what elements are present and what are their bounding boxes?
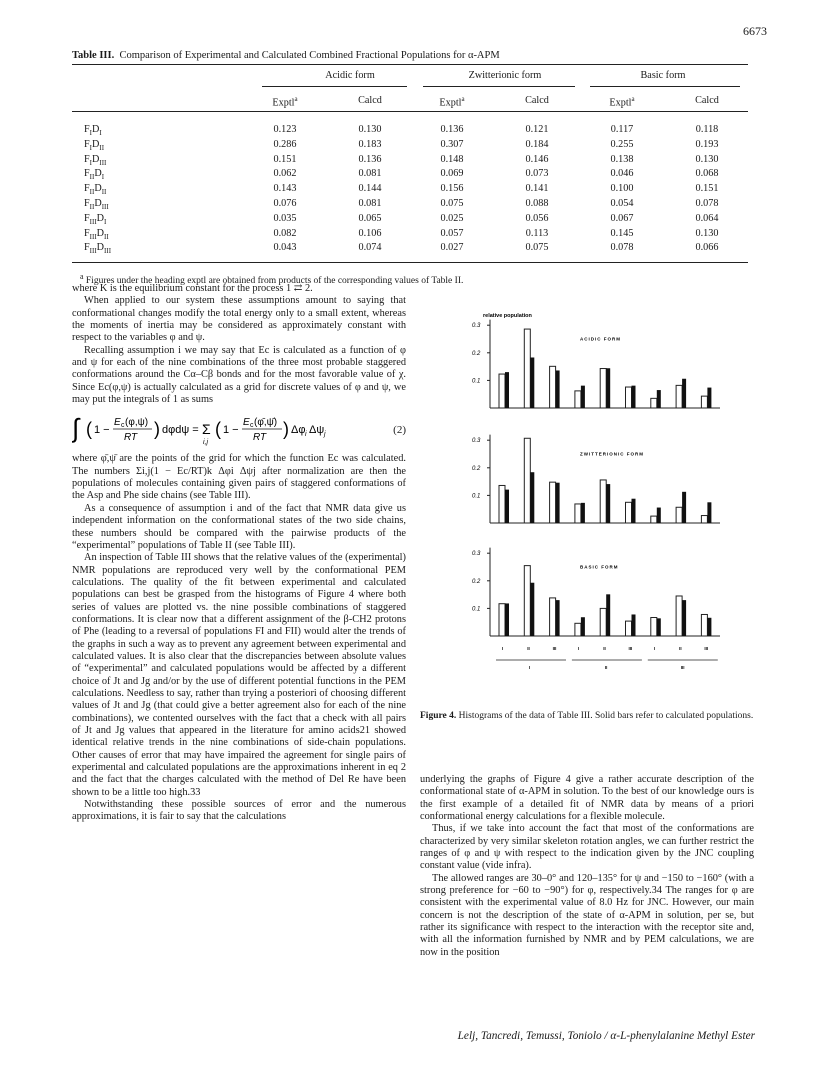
paragraph: underlying the graphs of Figure 4 give a rather accurate description of the conformational state of α-APM in solution. To the best of our knowledge ours is the first example of a detailed fit of NMR data by means of a priori conformational energy calculations for a flexible molecule. — [420, 774, 754, 823]
table-cell: 0.064 — [695, 212, 719, 224]
bar-calcd — [657, 508, 661, 523]
bar-exptl — [499, 485, 505, 523]
table-cell: 0.130 — [358, 124, 382, 135]
table-cell: 0.130 — [695, 227, 719, 239]
group-basic: Basic form — [640, 70, 686, 81]
bar-calcd — [581, 617, 585, 636]
table-cell: 0.027 — [440, 242, 464, 254]
bar-calcd — [682, 600, 686, 636]
table-cell: 0.184 — [525, 138, 549, 150]
group-rule-zwitterionic — [423, 86, 575, 87]
x-tick-label: II — [527, 646, 530, 651]
table-cell: 0.106 — [358, 227, 382, 239]
table-cell: 0.138 — [610, 153, 634, 165]
table-cell: 0.307 — [440, 138, 464, 150]
table-cell: 0.100 — [610, 183, 634, 195]
y-tick-label: 0.2 — [472, 350, 481, 357]
table-cell: 0.141 — [525, 183, 549, 195]
table-cell: 0.067 — [610, 212, 634, 224]
bar-exptl — [575, 504, 581, 523]
bar-exptl — [676, 385, 682, 408]
paragraph: When applied to our system these assumptions amount to saying that conformational changes modify the total energy only to a small extent, whereas the moments of inertia may be considered as approximately constant with respect to the variables φ and ψ. — [72, 295, 406, 344]
table-cell: 0.046 — [610, 168, 634, 180]
subhead-exptl: Exptl$^a$ — [609, 95, 635, 109]
svg-text:∫: ∫ — [72, 413, 80, 444]
table-label: Table III. — [72, 50, 115, 61]
group-label: III — [680, 665, 685, 670]
table-cell: 0.069 — [440, 168, 464, 180]
table-cell: 0.151 — [695, 183, 719, 195]
table-cell: 0.123 — [273, 124, 297, 135]
paragraph: where φ̄,ψ̄ are the points of the grid for which the function Ec was calculated. The numbers Σi,j(1 − Ec/RT)k Δφi Δψj after normalization are then the populations of molecules containing given pairs of staggered conformations of the Asp and Phe side chains (see Table III). — [72, 453, 406, 502]
table-cell: 0.113 — [525, 227, 549, 239]
table-cell: 0.144 — [358, 183, 382, 195]
y-tick-label: 0.1 — [472, 493, 481, 500]
table-cell: 0.148 — [440, 153, 464, 165]
table-cell: 0.151 — [273, 153, 297, 165]
bar-exptl — [575, 623, 581, 636]
bar-calcd — [632, 499, 636, 523]
table-cell: 0.025 — [440, 212, 464, 224]
bar-exptl — [651, 516, 657, 523]
svg-text:(φ,ψ): (φ,ψ) — [125, 417, 149, 429]
table-cell: 0.056 — [525, 212, 549, 224]
group-label: I — [529, 665, 531, 670]
x-tick-label: I — [577, 646, 580, 651]
subhead-calcd: Calcd — [695, 95, 719, 106]
svg-text:Δψ: Δψ — [309, 424, 325, 437]
table-cell: 0.075 — [440, 198, 464, 209]
subhead-exptl: Exptl$^a$ — [439, 95, 465, 109]
bar-exptl — [626, 387, 632, 408]
panel-label: ZWITTERIONIC FORM — [580, 451, 644, 457]
bar-exptl — [676, 596, 682, 636]
row-label: $F_{III}D_{III}$ — [84, 242, 112, 256]
panel-label: BASIC FORM — [580, 564, 619, 570]
row-label: $F_{II}D_{II}$ — [84, 183, 107, 197]
bar-calcd — [657, 618, 661, 636]
y-tick-label: 0.3 — [472, 323, 481, 330]
svg-text:E: E — [114, 417, 121, 429]
bar-calcd — [530, 472, 534, 523]
row-label: $F_{II}D_I$ — [84, 168, 105, 182]
row-label: $F_ID_{III}$ — [84, 153, 107, 167]
table-cell: 0.081 — [358, 198, 382, 209]
bar-calcd — [682, 492, 686, 523]
svg-text:1 −: 1 − — [223, 424, 239, 437]
equation-number: (2) — [393, 424, 406, 437]
y-tick-label: 0.1 — [472, 606, 481, 613]
x-tick-label: I — [653, 646, 656, 651]
bar-exptl — [600, 608, 606, 636]
bar-exptl — [626, 621, 632, 636]
footnote-text: Figures under the heading exptl are obtained from products of the corresponding values of Table II. — [85, 276, 464, 287]
bar-calcd — [581, 503, 585, 523]
bar-calcd — [606, 368, 610, 408]
bar-exptl — [524, 566, 530, 636]
bar-calcd — [505, 372, 509, 408]
svg-text:Σ: Σ — [202, 421, 211, 438]
bar-exptl — [550, 598, 556, 636]
footnote-marker: a — [80, 272, 84, 281]
bar-exptl — [600, 480, 606, 523]
x-tick-label: II — [679, 646, 682, 651]
subhead-exptl: Exptl$^a$ — [272, 95, 298, 109]
table-cell: 0.088 — [525, 198, 549, 209]
bar-calcd — [556, 600, 560, 636]
x-tick-label: II — [603, 646, 606, 651]
table-cell: 0.068 — [695, 168, 719, 180]
paragraph: Thus, if we take into account the fact that most of the conformations are characterized by very similar skeleton rotation angles, we can further restrict the ranges of φ and ψ with respect to the indication given by the JNC coupling constant value (vide infra). — [420, 823, 754, 872]
page-number: 6673 — [743, 24, 767, 38]
table-cell: 0.074 — [358, 242, 382, 254]
table-cell: 0.136 — [358, 153, 382, 165]
bar-exptl — [651, 618, 657, 636]
table-cell: 0.193 — [695, 138, 719, 150]
svg-text:dφdψ =: dφdψ = — [162, 424, 199, 437]
table-cell: 0.078 — [695, 198, 719, 209]
paragraph: Recalling assumption i we may say that Ec is calculated as a function of φ and ψ for each of the nine combinations of the three most probable staggered conformations around the Cα–Cβ bonds and for the most favorable value of χ. Since Ec(φ,ψ) is actually calculated as a grid for discrete values of φ and ψ, we may put the integrals of 1 as sums — [72, 344, 406, 406]
svg-text:RT: RT — [124, 432, 138, 444]
table-cell: 0.054 — [610, 198, 634, 209]
paragraph: As a consequence of assumption i and of the fact that NMR data give us independent information on the conformational states of the two side chains, these numbers should be compared with the pairwise products of the “experimental” populations of Table II (see Table III). — [72, 502, 406, 551]
y-tick-label: 0.2 — [472, 578, 481, 585]
y-tick-label: 0.3 — [472, 551, 481, 558]
y-tick-label: 0.2 — [472, 465, 481, 472]
subhead-calcd: Calcd — [525, 95, 549, 106]
row-label: $F_{III}D_I$ — [84, 212, 107, 226]
subhead-calcd: Calcd — [358, 95, 382, 106]
group-label: II — [604, 665, 608, 670]
bar-exptl — [701, 516, 707, 523]
table-cell: 0.286 — [273, 138, 297, 150]
figure-caption — [420, 711, 754, 723]
bar-exptl — [626, 502, 632, 523]
bar-exptl — [550, 366, 556, 408]
table-cell: 0.066 — [695, 242, 719, 254]
bar-exptl — [651, 398, 657, 408]
left-column — [72, 283, 406, 824]
paragraph: where K is the equilibrium constant for the process 1 ⇄ 2. — [72, 283, 313, 294]
bar-calcd — [632, 386, 636, 408]
svg-text:(φ̄,ψ̄): (φ̄,ψ̄) — [254, 417, 278, 429]
table-cell: 0.075 — [525, 242, 549, 254]
table-cell: 0.136 — [440, 124, 464, 135]
figure-caption-text: Histograms of the data of Table III. Solid bars refer to calculated populations. — [458, 711, 754, 721]
table-cell: 0.117 — [610, 124, 634, 135]
svg-text:c: c — [121, 422, 125, 430]
bar-exptl — [524, 438, 530, 523]
y-axis-title: relative population — [483, 313, 532, 319]
table-cell: 0.121 — [525, 124, 549, 135]
equation-2 — [72, 413, 406, 447]
table-cell: 0.078 — [610, 242, 634, 254]
bar-calcd — [530, 357, 534, 408]
table-cell: 0.145 — [610, 227, 634, 239]
table-cell: 0.183 — [358, 138, 382, 150]
table-cell: 0.130 — [695, 153, 719, 165]
svg-text:i,j: i,j — [203, 439, 209, 447]
bar-exptl — [600, 369, 606, 408]
equation-graphic — [72, 413, 352, 447]
table-cell: 0.057 — [440, 227, 464, 239]
table-cell: 0.043 — [273, 242, 297, 254]
x-tick-label: I — [502, 646, 504, 651]
group-zwitterionic: Zwitterionic form — [468, 70, 542, 81]
paragraph: An inspection of Table III shows that the relative values of the (experimental) NMR populations are reproduced very well by the conformational PEM calculations. The quality of the fit between experimental and calculated populations can best be grasped from the histograms of Figure 4 where both series of values are plotted vs. the nine possible combinations of staggered conformations. It is clear now that a different assignment of the β-CH2 protons of Phe (leading to a reversal of populations FI and FII) would alter the trends of the graphs in such a way as to prevent any agreement between experimental and calculated values. It is also clear that the discrepancies between absolute values of “experimental” and calculated populations would be affected by a different choice of Jt and Jg and/or by the use of different potential functions in the PEM calculations. Needless to say, rather than trying a posteriori of choosing different values of Jt and Jg (that could give a better agreement also for each of the nine combinations), we contented ourselves with the fact that a check with all pairs of Jt and Jg values that appeared in the literature for amino acids21 showed identical relative trends in the nine combinations of side-chain populations. Other causes of error that may have impaired the agreement for single pairs of experimental and calculated populations are the approximations inherent in eq 2 and the fact that the charges calculated with the method of Del Re have been shown to be a little too high.33 — [72, 552, 406, 798]
table-cell: 0.065 — [358, 212, 382, 224]
paragraph: The allowed ranges are 30–0° and 120–135° for ψ and −150 to −160° (with a strong preference for −60 to −90°) for φ, respectively.34 The ranges for φ are consistent with the experimental value of 8.0 Hz for JNC. However, our main concern is not the description of the state of α-APM in solution, per se, but rather its significance with respect to the interaction with the receptor site and, with all the information furnished by NMR and by PEM calculations, we are now in the position — [420, 872, 754, 958]
bar-calcd — [556, 370, 560, 408]
figure-caption-label: Figure 4. — [420, 711, 457, 721]
bar-calcd — [707, 618, 711, 636]
table-cell: 0.118 — [695, 124, 719, 135]
table-caption — [72, 50, 500, 61]
svg-text:): ) — [154, 419, 160, 440]
row-label: $F_ID_I$ — [84, 124, 102, 138]
table-bottom-rule — [72, 262, 748, 263]
x-tick-label: III — [552, 646, 557, 651]
row-label: $F_ID_{II}$ — [84, 138, 105, 152]
figure-4-histograms — [455, 296, 745, 706]
bar-exptl — [676, 507, 682, 523]
x-tick-label: III — [628, 646, 633, 651]
bar-calcd — [530, 583, 534, 636]
table-top-rule — [72, 64, 748, 65]
bar-exptl — [701, 396, 707, 408]
svg-text:c: c — [250, 422, 254, 430]
x-tick-label: III — [704, 646, 709, 651]
svg-text:E: E — [243, 417, 250, 429]
svg-text:j: j — [324, 431, 326, 439]
table-cell: 0.062 — [273, 168, 297, 180]
panel-label: ACIDIC FORM — [580, 336, 621, 342]
row-label: $F_{II}D_{III}$ — [84, 198, 109, 212]
bar-calcd — [606, 484, 610, 523]
table-cell: 0.143 — [273, 183, 297, 195]
svg-text:(: ( — [215, 419, 221, 440]
bar-calcd — [505, 603, 509, 636]
bar-calcd — [657, 390, 661, 408]
bar-calcd — [606, 594, 610, 636]
table-cell: 0.082 — [273, 227, 297, 239]
histogram-panel — [472, 548, 720, 636]
svg-text:RT: RT — [253, 432, 267, 444]
group-acidic: Acidic form — [325, 70, 375, 81]
bar-calcd — [632, 614, 636, 636]
histogram-panel — [472, 435, 720, 523]
bar-exptl — [701, 614, 707, 636]
svg-text:Δφ: Δφ — [291, 424, 306, 437]
table-cell: 0.146 — [525, 153, 549, 165]
table-cell: 0.076 — [273, 198, 297, 209]
svg-text:1 −: 1 − — [94, 424, 110, 437]
row-label: $F_{III}D_{II}$ — [84, 227, 109, 241]
group-rule-acidic — [262, 86, 407, 87]
table-cell: 0.081 — [358, 168, 382, 180]
bar-exptl — [524, 329, 530, 408]
bar-exptl — [550, 482, 556, 523]
paragraph: Notwithstanding these possible sources of error and the numerous approximations, it is fair to say that the calculations — [72, 799, 406, 823]
y-tick-label: 0.1 — [472, 378, 481, 385]
svg-text:i: i — [305, 431, 307, 439]
bar-calcd — [682, 379, 686, 408]
bar-exptl — [499, 604, 505, 636]
bar-calcd — [707, 502, 711, 523]
bar-calcd — [556, 483, 560, 523]
running-footer: Lelj, Tancredi, Temussi, Toniolo / α-L-phenylalanine Methyl Ester — [457, 1030, 755, 1042]
bar-calcd — [505, 490, 509, 523]
histogram-panel — [472, 320, 720, 408]
bar-calcd — [581, 386, 585, 408]
table-cell: 0.255 — [610, 138, 634, 150]
bar-exptl — [499, 374, 505, 408]
table-cell: 0.073 — [525, 168, 549, 180]
bar-exptl — [575, 391, 581, 408]
y-tick-label: 0.3 — [472, 438, 481, 445]
group-rule-basic — [590, 86, 740, 87]
svg-text:): ) — [283, 419, 289, 440]
table-cell: 0.035 — [273, 212, 297, 224]
table-header-rule — [72, 111, 748, 112]
right-column — [420, 774, 754, 959]
bar-calcd — [707, 388, 711, 408]
svg-text:(: ( — [86, 419, 92, 440]
table-cell: 0.156 — [440, 183, 464, 195]
table-caption-text: Comparison of Experimental and Calculated Combined Fractional Populations for α-APM — [119, 50, 500, 61]
